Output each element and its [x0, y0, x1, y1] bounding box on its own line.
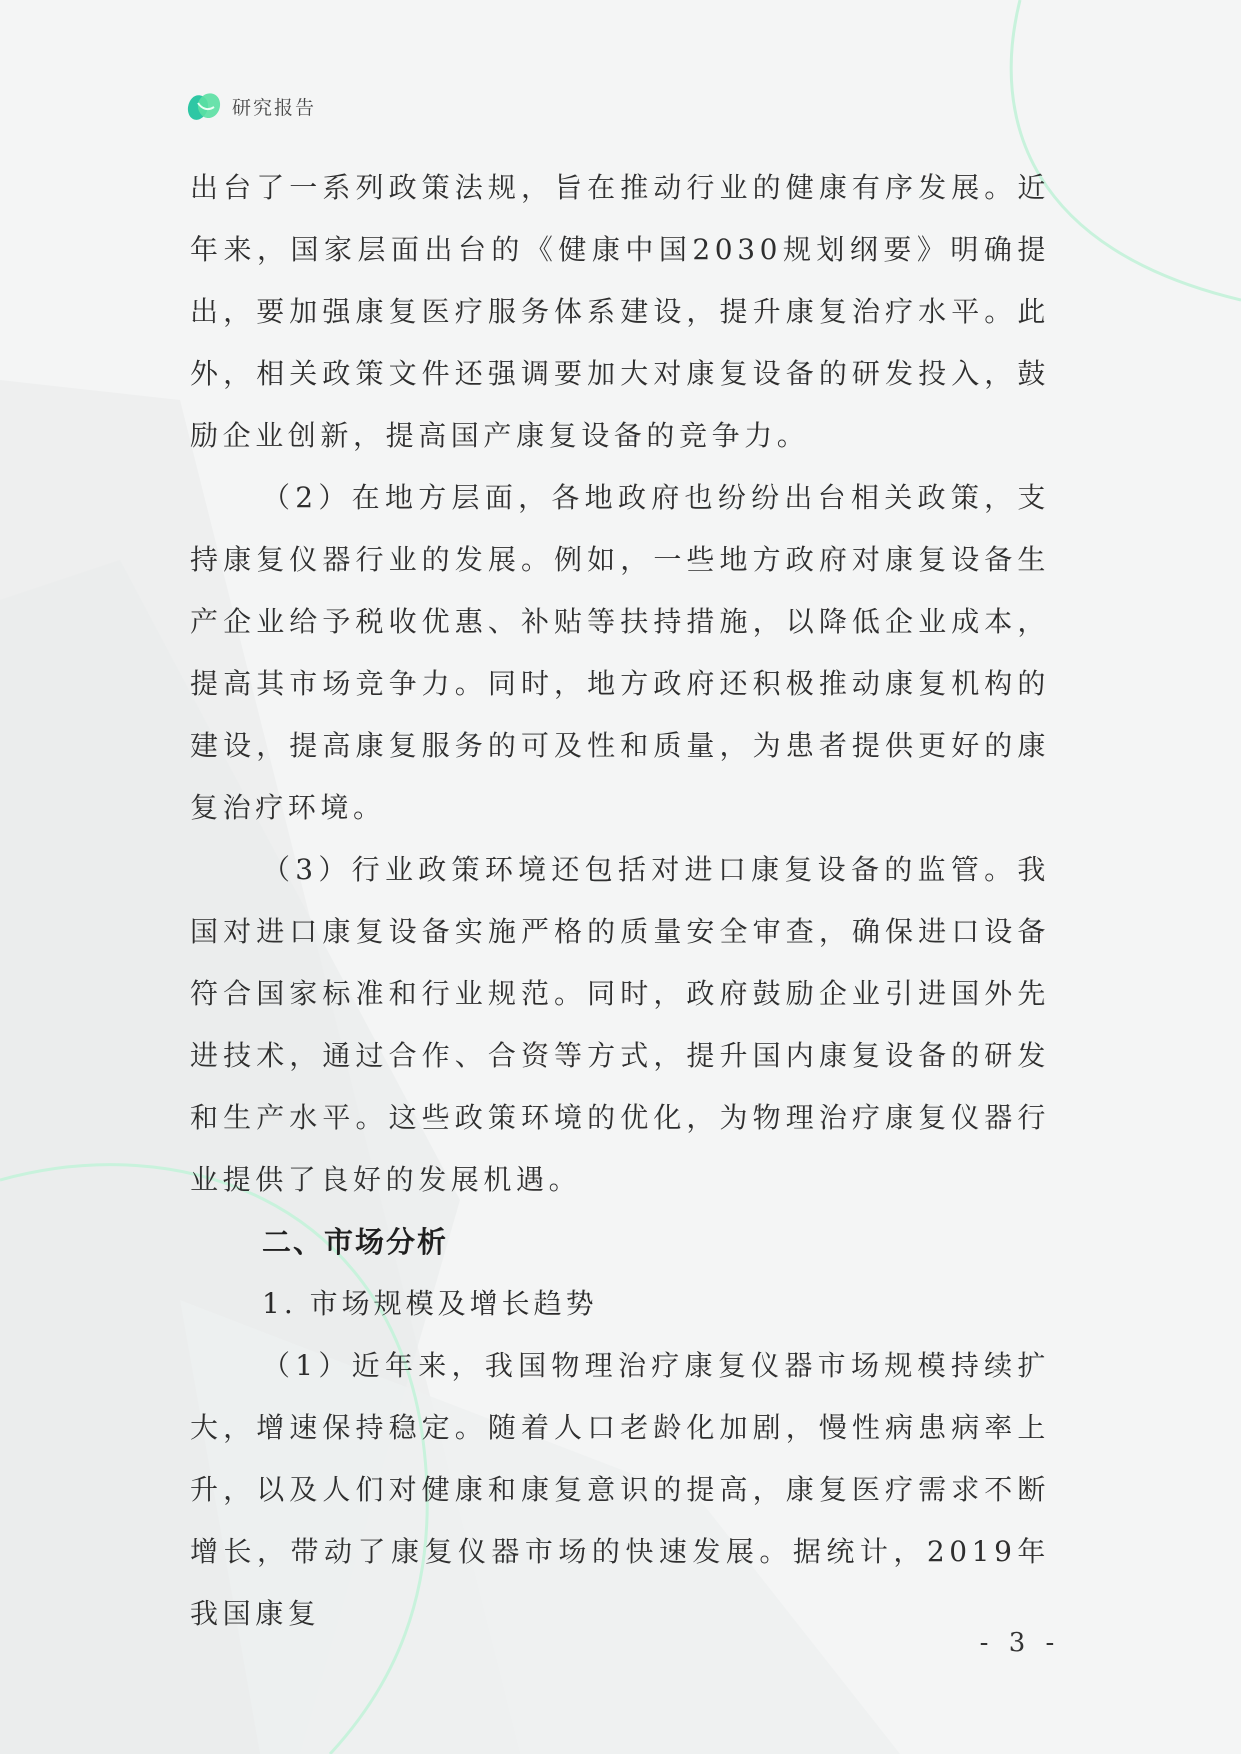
body-paragraph: （2）在地方层面，各地政府也纷纷出台相关政策，支持康复仪器行业的发展。例如，一些地方政府对康复设备生产企业给予税收优惠、补贴等扶持措施，以降低企业成本，提高其市场竞争力。同时，地方政府还积极推动康复机构的建设，提高康复服务的可及性和质量，为患者提供更好的康复治疗环境。 [190, 481, 1050, 824]
document-body [190, 157, 1050, 1645]
section-heading: 二、市场分析 [262, 1225, 449, 1259]
page-header [186, 88, 316, 124]
subsection-heading: 1. 市场规模及增长趋势 [262, 1287, 598, 1320]
brand-label: 研究报告 [232, 96, 317, 119]
page-number: - 3 - [979, 1628, 1061, 1658]
body-paragraph: （1）近年来，我国物理治疗康复仪器市场规模持续扩大，增速保持稳定。随着人口老龄化加剧，慢性病患病率上升，以及人们对健康和康复意识的提高，康复医疗需求不断增长，带动了康复仪器市场的快速发展。据统计，2019年我国康复 [190, 1349, 1050, 1630]
body-paragraph: 出台了一系列政策法规，旨在推动行业的健康有序发展。近年来，国家层面出台的《健康中国2030规划纲要》明确提出，要加强康复医疗服务体系建设，提升康复治疗水平。此外，相关政策文件还强调要加大对康复设备的研发投入，鼓励企业创新，提高国产康复设备的竞争力。 [190, 171, 1050, 452]
leaf-logo-icon [186, 89, 222, 123]
body-paragraph: （3）行业政策环境还包括对进口康复设备的监管。我国对进口康复设备实施严格的质量安全审查，确保进口设备符合国家标准和行业规范。同时，政府鼓励企业引进国外先进技术，通过合作、合资等方式，提升国内康复设备的研发和生产水平。这些政策环境的优化，为物理治疗康复仪器行业提供了良好的发展机遇。 [190, 853, 1050, 1196]
